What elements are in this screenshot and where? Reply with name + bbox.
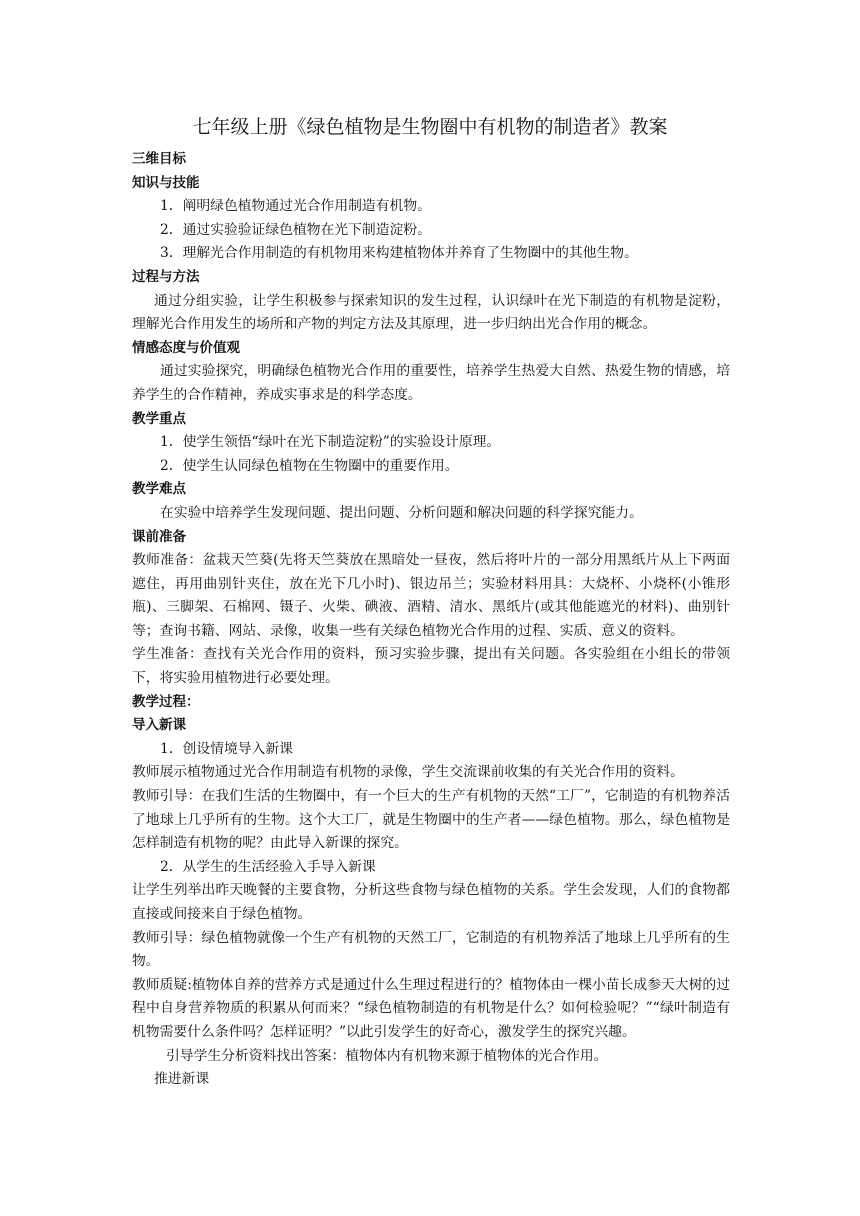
list-item: 2．通过实验验证绿色植物在光下制造淀粉。: [160, 221, 431, 238]
subheading-knowledge: 知识与技能: [132, 174, 200, 191]
paragraph: 教师引导：在我们生活的生物圈中，有一个巨大的生产有机物的天然“工厂”，它制造的有机物养活了地球上几乎所有的生物。这个大工厂，就是生物圈中的生产者——绿色植物。那么，绿色植物是怎样制造有机物的呢？由此导入新课的探究。: [132, 788, 730, 852]
list-item: 1．使学生领悟“绿叶在光下制造淀粉”的实验设计原理。: [160, 434, 501, 451]
paragraph: 引导学生分析资料找出答案：植物体内有机物来源于植物体的光合作用。: [166, 1047, 608, 1064]
paragraph: 教师展示植物通过光合作用制造有机物的录像，学生交流课前收集的有关光合作用的资料。: [132, 764, 684, 781]
section-heading-goals: 三维目标: [132, 151, 186, 167]
subheading-process: 过程与方法: [132, 268, 200, 285]
list-item: 3．理解光合作用制造的有机物用来构建植物体并养育了生物圈中的其他生物。: [160, 245, 638, 262]
paragraph: 学生准备：查找有关光合作用的资料，预习实验步骤，提出有关问题。各实验组在小组长的带领下，将实验用植物进行必要处理。: [132, 646, 730, 687]
paragraph: 教师质疑:植物体自养的营养方式是通过什么生理过程进行的？植物体由一棵小苗长成参天大树的过程中自身营养物质的积累从何而来？“绿色植物制造的有机物是什么？如何检验呢？”“绿叶制造有机物需要什么条件吗？怎样证明？”以此引发学生的好奇心，激发学生的探究兴趣。: [132, 976, 730, 1040]
list-item: 2．使学生认同绿色植物在生物圈中的重要作用。: [160, 457, 459, 474]
paragraph: 推进新课: [154, 1071, 210, 1088]
paragraph: 通过实验探究，明确绿色植物光合作用的重要性，培养学生热爱大自然、热爱生物的情感，培养学生的合作精神，养成实事求是的科学态度。: [132, 363, 730, 403]
section-heading-preparation: 课前准备: [132, 528, 186, 545]
document-body: [132, 148, 730, 1092]
paragraph: 教师准备：盆栽天竺葵(先将天竺葵放在黑暗处一昼夜，然后将叶片的一部分用黑纸片从上下两面遮住，再用曲别针夹住，放在光下几小时)、银边吊兰；实验材料用具：大烧杯、小烧杯(小锥形瓶)、三脚架、石棉网、镊子、火柴、碘液、酒精、清水、黑纸片(或其他能遮光的材料)、曲别针等；查询书籍、网站、录像，收集一些有关绿色植物光合作用的过程、实质、意义的资料。: [132, 552, 730, 639]
paragraph: 通过分组实验，让学生积极参与探索知识的发生过程，认识绿叶在光下制造的有机物是淀粉，理解光合作用发生的场所和产物的判定方法及其原理，进一步归纳出光合作用的概念。: [132, 292, 730, 333]
list-item: 1．阐明绿色植物通过光合作用制造有机物。: [160, 198, 431, 215]
paragraph: 让学生列举出昨天晚餐的主要食物，分析这些食物与绿色植物的关系。学生会发现，人们的食物都直接或间接来自于绿色植物。: [132, 882, 730, 922]
list-item: 1．创设情境导入新课: [160, 740, 293, 757]
document-title: 七年级上册《绿色植物是生物圈中有机物的制造者》教案: [192, 116, 668, 138]
section-heading-key-points: 教学重点: [132, 410, 186, 427]
list-item: 2．从学生的生活经验入手导入新课: [160, 858, 376, 875]
subheading-introduction: 导入新课: [132, 717, 186, 734]
subheading-attitude: 情感态度与价值观: [132, 339, 240, 356]
paragraph: 在实验中培养学生发现问题、提出问题、分析问题和解决问题的科学探究能力。: [160, 504, 643, 521]
paragraph: 教师引导：绿色植物就像一个生产有机物的天然工厂，它制造的有机物养活了地球上几乎所有的生物。: [132, 929, 730, 970]
section-heading-process: 教学过程：: [132, 693, 200, 710]
section-heading-difficulties: 教学难点: [132, 481, 186, 498]
